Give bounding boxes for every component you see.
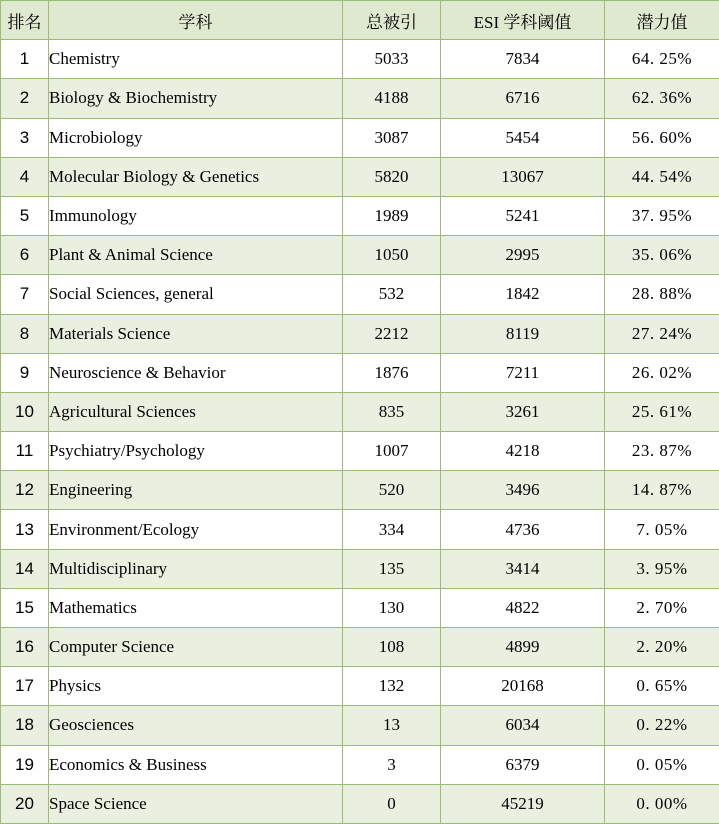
table-row: [1, 392, 719, 431]
cell-total-cited: 108: [343, 628, 441, 667]
cell-total-cited: 1050: [343, 236, 441, 275]
cell-potential: 44. 54%: [605, 157, 719, 196]
cell-discipline: Environment/Ecology: [49, 510, 343, 549]
cell-discipline: Space Science: [49, 784, 343, 823]
cell-discipline: Agricultural Sciences: [49, 392, 343, 431]
cell-rank: 8: [1, 314, 49, 353]
cell-rank: 5: [1, 196, 49, 235]
cell-potential: 7. 05%: [605, 510, 719, 549]
cell-esi-threshold: 20168: [441, 667, 605, 706]
cell-esi-threshold: 4899: [441, 628, 605, 667]
cell-discipline: Geosciences: [49, 706, 343, 745]
cell-total-cited: 135: [343, 549, 441, 588]
column-header-rank: 排名: [1, 1, 49, 40]
cell-rank: 17: [1, 667, 49, 706]
cell-discipline: Physics: [49, 667, 343, 706]
cell-esi-threshold: 6034: [441, 706, 605, 745]
cell-rank: 4: [1, 157, 49, 196]
cell-potential: 23. 87%: [605, 432, 719, 471]
table-header: [1, 1, 719, 40]
cell-potential: 56. 60%: [605, 118, 719, 157]
cell-esi-threshold: 7211: [441, 353, 605, 392]
table-row: [1, 157, 719, 196]
cell-total-cited: 2212: [343, 314, 441, 353]
cell-discipline: Molecular Biology & Genetics: [49, 157, 343, 196]
cell-discipline: Microbiology: [49, 118, 343, 157]
cell-discipline: Chemistry: [49, 40, 343, 79]
cell-total-cited: 334: [343, 510, 441, 549]
table-row: [1, 471, 719, 510]
cell-rank: 6: [1, 236, 49, 275]
cell-total-cited: 3: [343, 745, 441, 784]
cell-total-cited: 835: [343, 392, 441, 431]
table-row: [1, 784, 719, 823]
cell-rank: 3: [1, 118, 49, 157]
cell-rank: 15: [1, 588, 49, 627]
table-row: [1, 432, 719, 471]
cell-total-cited: 0: [343, 784, 441, 823]
cell-total-cited: 4188: [343, 79, 441, 118]
cell-potential: 14. 87%: [605, 471, 719, 510]
cell-potential: 28. 88%: [605, 275, 719, 314]
cell-potential: 35. 06%: [605, 236, 719, 275]
cell-potential: 0. 22%: [605, 706, 719, 745]
cell-esi-threshold: 6379: [441, 745, 605, 784]
cell-rank: 18: [1, 706, 49, 745]
table-row: [1, 314, 719, 353]
table-body: [1, 40, 719, 824]
cell-potential: 25. 61%: [605, 392, 719, 431]
cell-esi-threshold: 13067: [441, 157, 605, 196]
column-header-discipline: 学科: [49, 1, 343, 40]
cell-esi-threshold: 5241: [441, 196, 605, 235]
table-row: [1, 706, 719, 745]
cell-total-cited: 5820: [343, 157, 441, 196]
cell-discipline: Plant & Animal Science: [49, 236, 343, 275]
cell-esi-threshold: 1842: [441, 275, 605, 314]
cell-rank: 20: [1, 784, 49, 823]
table-row: [1, 40, 719, 79]
cell-rank: 10: [1, 392, 49, 431]
table-row: [1, 628, 719, 667]
cell-esi-threshold: 4736: [441, 510, 605, 549]
table-row: [1, 275, 719, 314]
cell-rank: 16: [1, 628, 49, 667]
cell-esi-threshold: 5454: [441, 118, 605, 157]
cell-total-cited: 130: [343, 588, 441, 627]
table-row: [1, 745, 719, 784]
cell-discipline: Multidisciplinary: [49, 549, 343, 588]
cell-rank: 13: [1, 510, 49, 549]
table-row: [1, 79, 719, 118]
cell-potential: 0. 00%: [605, 784, 719, 823]
cell-rank: 11: [1, 432, 49, 471]
table-row: [1, 196, 719, 235]
cell-total-cited: 3087: [343, 118, 441, 157]
table-row: [1, 510, 719, 549]
cell-discipline: Neuroscience & Behavior: [49, 353, 343, 392]
cell-potential: 27. 24%: [605, 314, 719, 353]
cell-potential: 26. 02%: [605, 353, 719, 392]
cell-discipline: Computer Science: [49, 628, 343, 667]
cell-esi-threshold: 8119: [441, 314, 605, 353]
table-row: [1, 667, 719, 706]
cell-esi-threshold: 3261: [441, 392, 605, 431]
cell-potential: 0. 65%: [605, 667, 719, 706]
cell-discipline: Immunology: [49, 196, 343, 235]
cell-discipline: Materials Science: [49, 314, 343, 353]
cell-discipline: Psychiatry/Psychology: [49, 432, 343, 471]
cell-discipline: Mathematics: [49, 588, 343, 627]
cell-total-cited: 5033: [343, 40, 441, 79]
cell-potential: 2. 20%: [605, 628, 719, 667]
cell-rank: 9: [1, 353, 49, 392]
table-row: [1, 236, 719, 275]
column-header-potential: 潜力值: [605, 1, 719, 40]
cell-esi-threshold: 3414: [441, 549, 605, 588]
cell-discipline: Social Sciences, general: [49, 275, 343, 314]
cell-esi-threshold: 2995: [441, 236, 605, 275]
cell-rank: 19: [1, 745, 49, 784]
cell-esi-threshold: 45219: [441, 784, 605, 823]
cell-potential: 0. 05%: [605, 745, 719, 784]
cell-total-cited: 1007: [343, 432, 441, 471]
cell-potential: 37. 95%: [605, 196, 719, 235]
cell-total-cited: 520: [343, 471, 441, 510]
header-row: [1, 1, 719, 40]
cell-total-cited: 13: [343, 706, 441, 745]
cell-total-cited: 1989: [343, 196, 441, 235]
table-row: [1, 588, 719, 627]
cell-discipline: Engineering: [49, 471, 343, 510]
cell-discipline: Biology & Biochemistry: [49, 79, 343, 118]
cell-potential: 62. 36%: [605, 79, 719, 118]
table-row: [1, 549, 719, 588]
cell-potential: 2. 70%: [605, 588, 719, 627]
cell-potential: 3. 95%: [605, 549, 719, 588]
cell-esi-threshold: 4822: [441, 588, 605, 627]
cell-esi-threshold: 7834: [441, 40, 605, 79]
cell-total-cited: 1876: [343, 353, 441, 392]
cell-total-cited: 132: [343, 667, 441, 706]
cell-potential: 64. 25%: [605, 40, 719, 79]
cell-rank: 14: [1, 549, 49, 588]
column-header-esi-threshold: ESI 学科阈值: [441, 1, 605, 40]
cell-total-cited: 532: [343, 275, 441, 314]
cell-rank: 12: [1, 471, 49, 510]
cell-rank: 7: [1, 275, 49, 314]
cell-rank: 1: [1, 40, 49, 79]
table-row: [1, 353, 719, 392]
cell-rank: 2: [1, 79, 49, 118]
cell-esi-threshold: 4218: [441, 432, 605, 471]
cell-esi-threshold: 6716: [441, 79, 605, 118]
column-header-total-cited: 总被引: [343, 1, 441, 40]
cell-discipline: Economics & Business: [49, 745, 343, 784]
table-row: [1, 118, 719, 157]
cell-esi-threshold: 3496: [441, 471, 605, 510]
